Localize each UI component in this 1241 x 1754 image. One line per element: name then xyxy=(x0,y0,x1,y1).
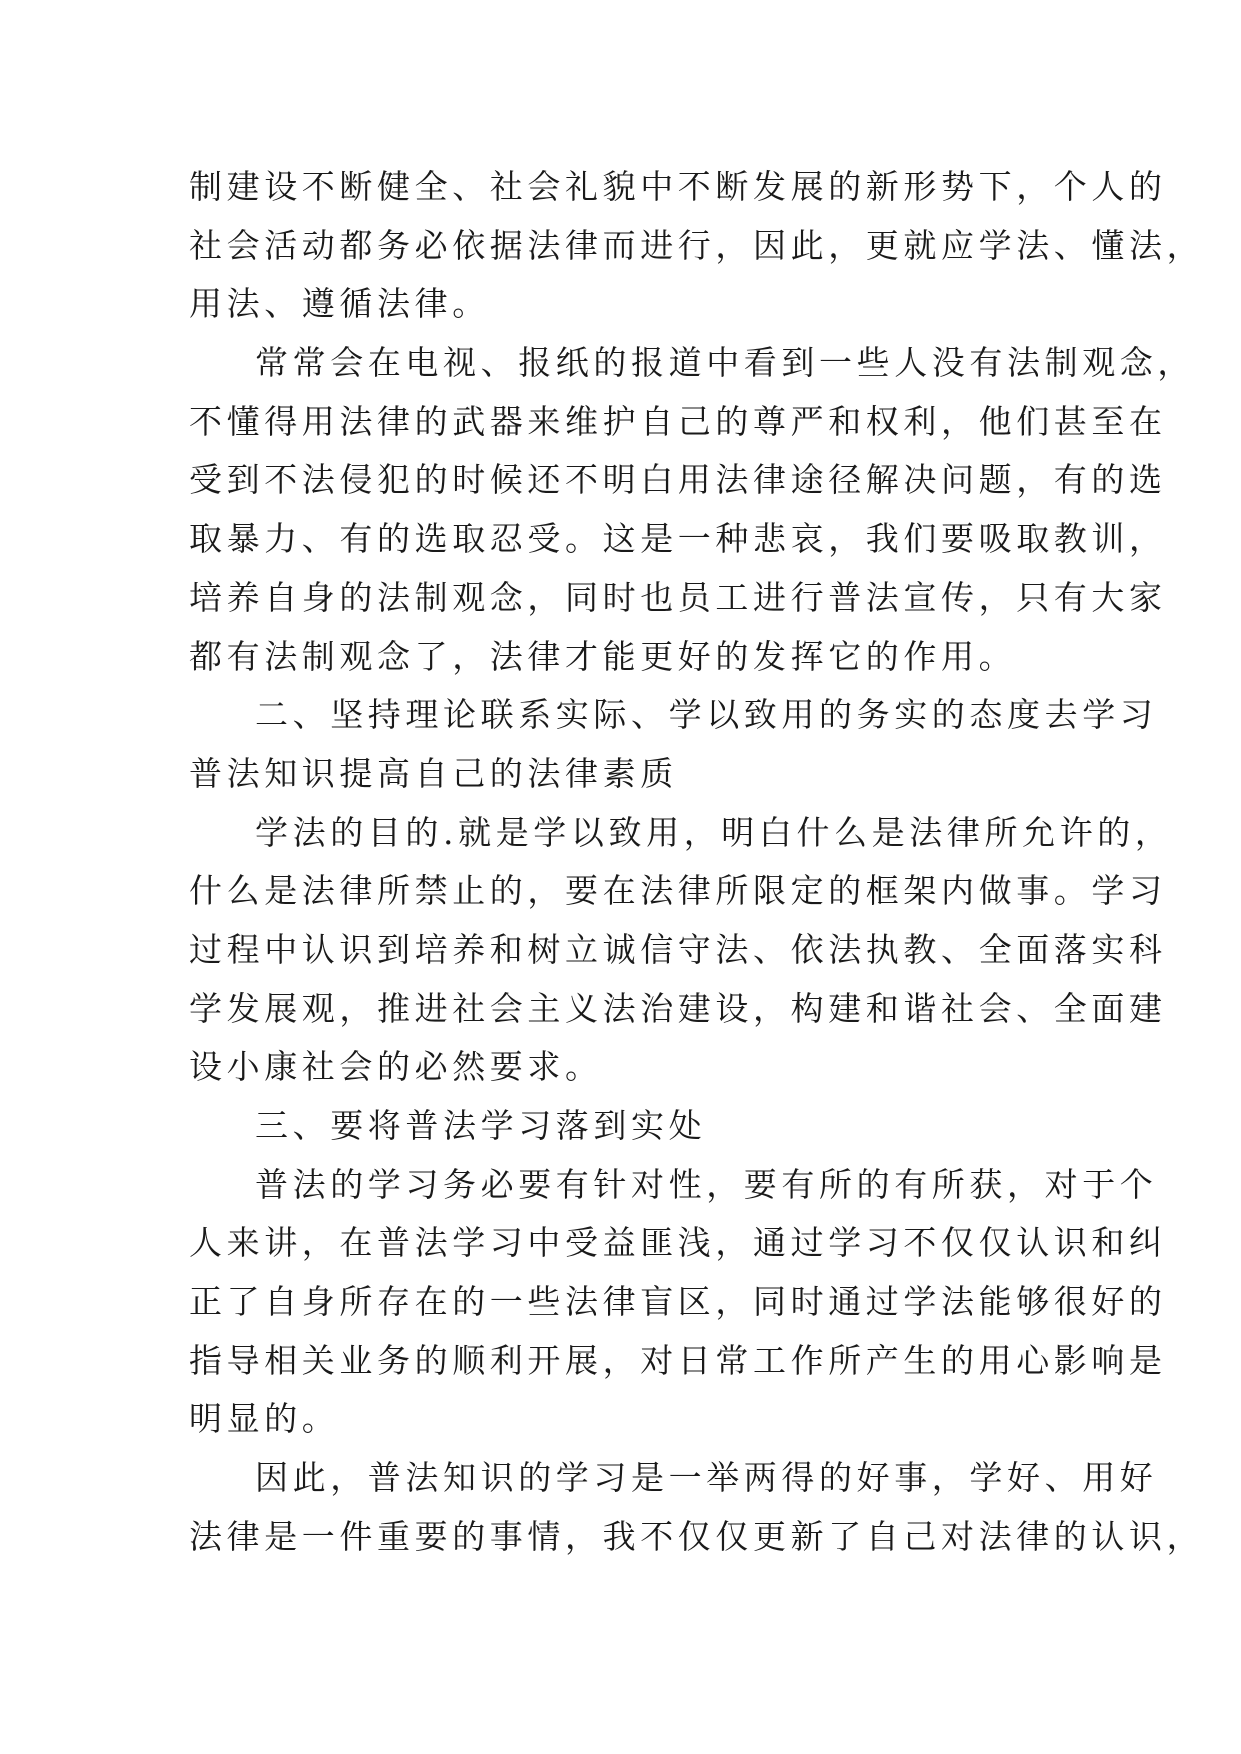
text-line: 社会活动都务必依据法律而进行，因此，更就应学法、懂法， xyxy=(189,225,1205,265)
text-line: 什么是法律所禁止的，要在法律所限定的框架内做事。学习 xyxy=(189,871,1167,911)
paragraph-first-line: 因此，普法知识的学习是一举两得的好事，学好、用好 xyxy=(255,1458,1158,1498)
text-line: 设小康社会的必然要求。 xyxy=(189,1047,603,1087)
section-heading-three: 三、要将普法学习落到实处 xyxy=(255,1106,707,1145)
text-line: 用法、遵循法律。 xyxy=(189,284,490,324)
text-line: 受到不法侵犯的时候还不明白用法律途径解决问题，有的选 xyxy=(189,460,1167,500)
text-line: 取暴力、有的选取忍受。这是一种悲哀，我们要吸取教训， xyxy=(189,519,1167,559)
text-line: 指导相关业务的顺利开展，对日常工作所产生的用心影响是 xyxy=(189,1340,1167,1380)
text-line: 制建设不断健全、社会礼貌中不断发展的新形势下，个人的 xyxy=(189,167,1167,206)
text-line: 学发展观，推进社会主义法治建设，构建和谐社会、全面建 xyxy=(189,988,1167,1028)
text-line: 过程中认识到培养和树立诚信守法、依法执教、全面落实科 xyxy=(189,929,1167,969)
paragraph-first-line: 学法的目的.就是学以致用，明白什么是法律所允许的， xyxy=(255,812,1173,852)
text-line: 都有法制观念了，法律才能更好的发挥它的作用。 xyxy=(189,636,1017,676)
text-line: 法律是一件重要的事情，我不仅仅更新了自己对法律的认识， xyxy=(189,1516,1205,1556)
text-line: 不懂得用法律的武器来维护自己的尊严和权利，他们甚至在 xyxy=(189,401,1167,441)
section-heading-two: 二、坚持理论联系实际、学以致用的务实的态度去学习 xyxy=(255,695,1158,735)
section-heading-two-continued: 普法知识提高自己的法律素质 xyxy=(189,753,678,793)
paragraph-first-line: 常常会在电视、报纸的报道中看到一些人没有法制观念， xyxy=(255,343,1195,383)
text-line: 正了自身所存在的一些法律盲区，同时通过学法能够很好的 xyxy=(189,1282,1167,1322)
text-line: 人来讲，在普法学习中受益匪浅，通过学习不仅仅认识和纠 xyxy=(189,1223,1167,1263)
paragraph-first-line: 普法的学习务必要有针对性，要有所的有所获，对于个 xyxy=(255,1164,1158,1204)
document-body xyxy=(189,158,1205,1567)
text-line: 明显的。 xyxy=(189,1399,340,1439)
text-line: 培养自身的法制观念，同时也员工进行普法宣传，只有大家 xyxy=(189,577,1167,617)
